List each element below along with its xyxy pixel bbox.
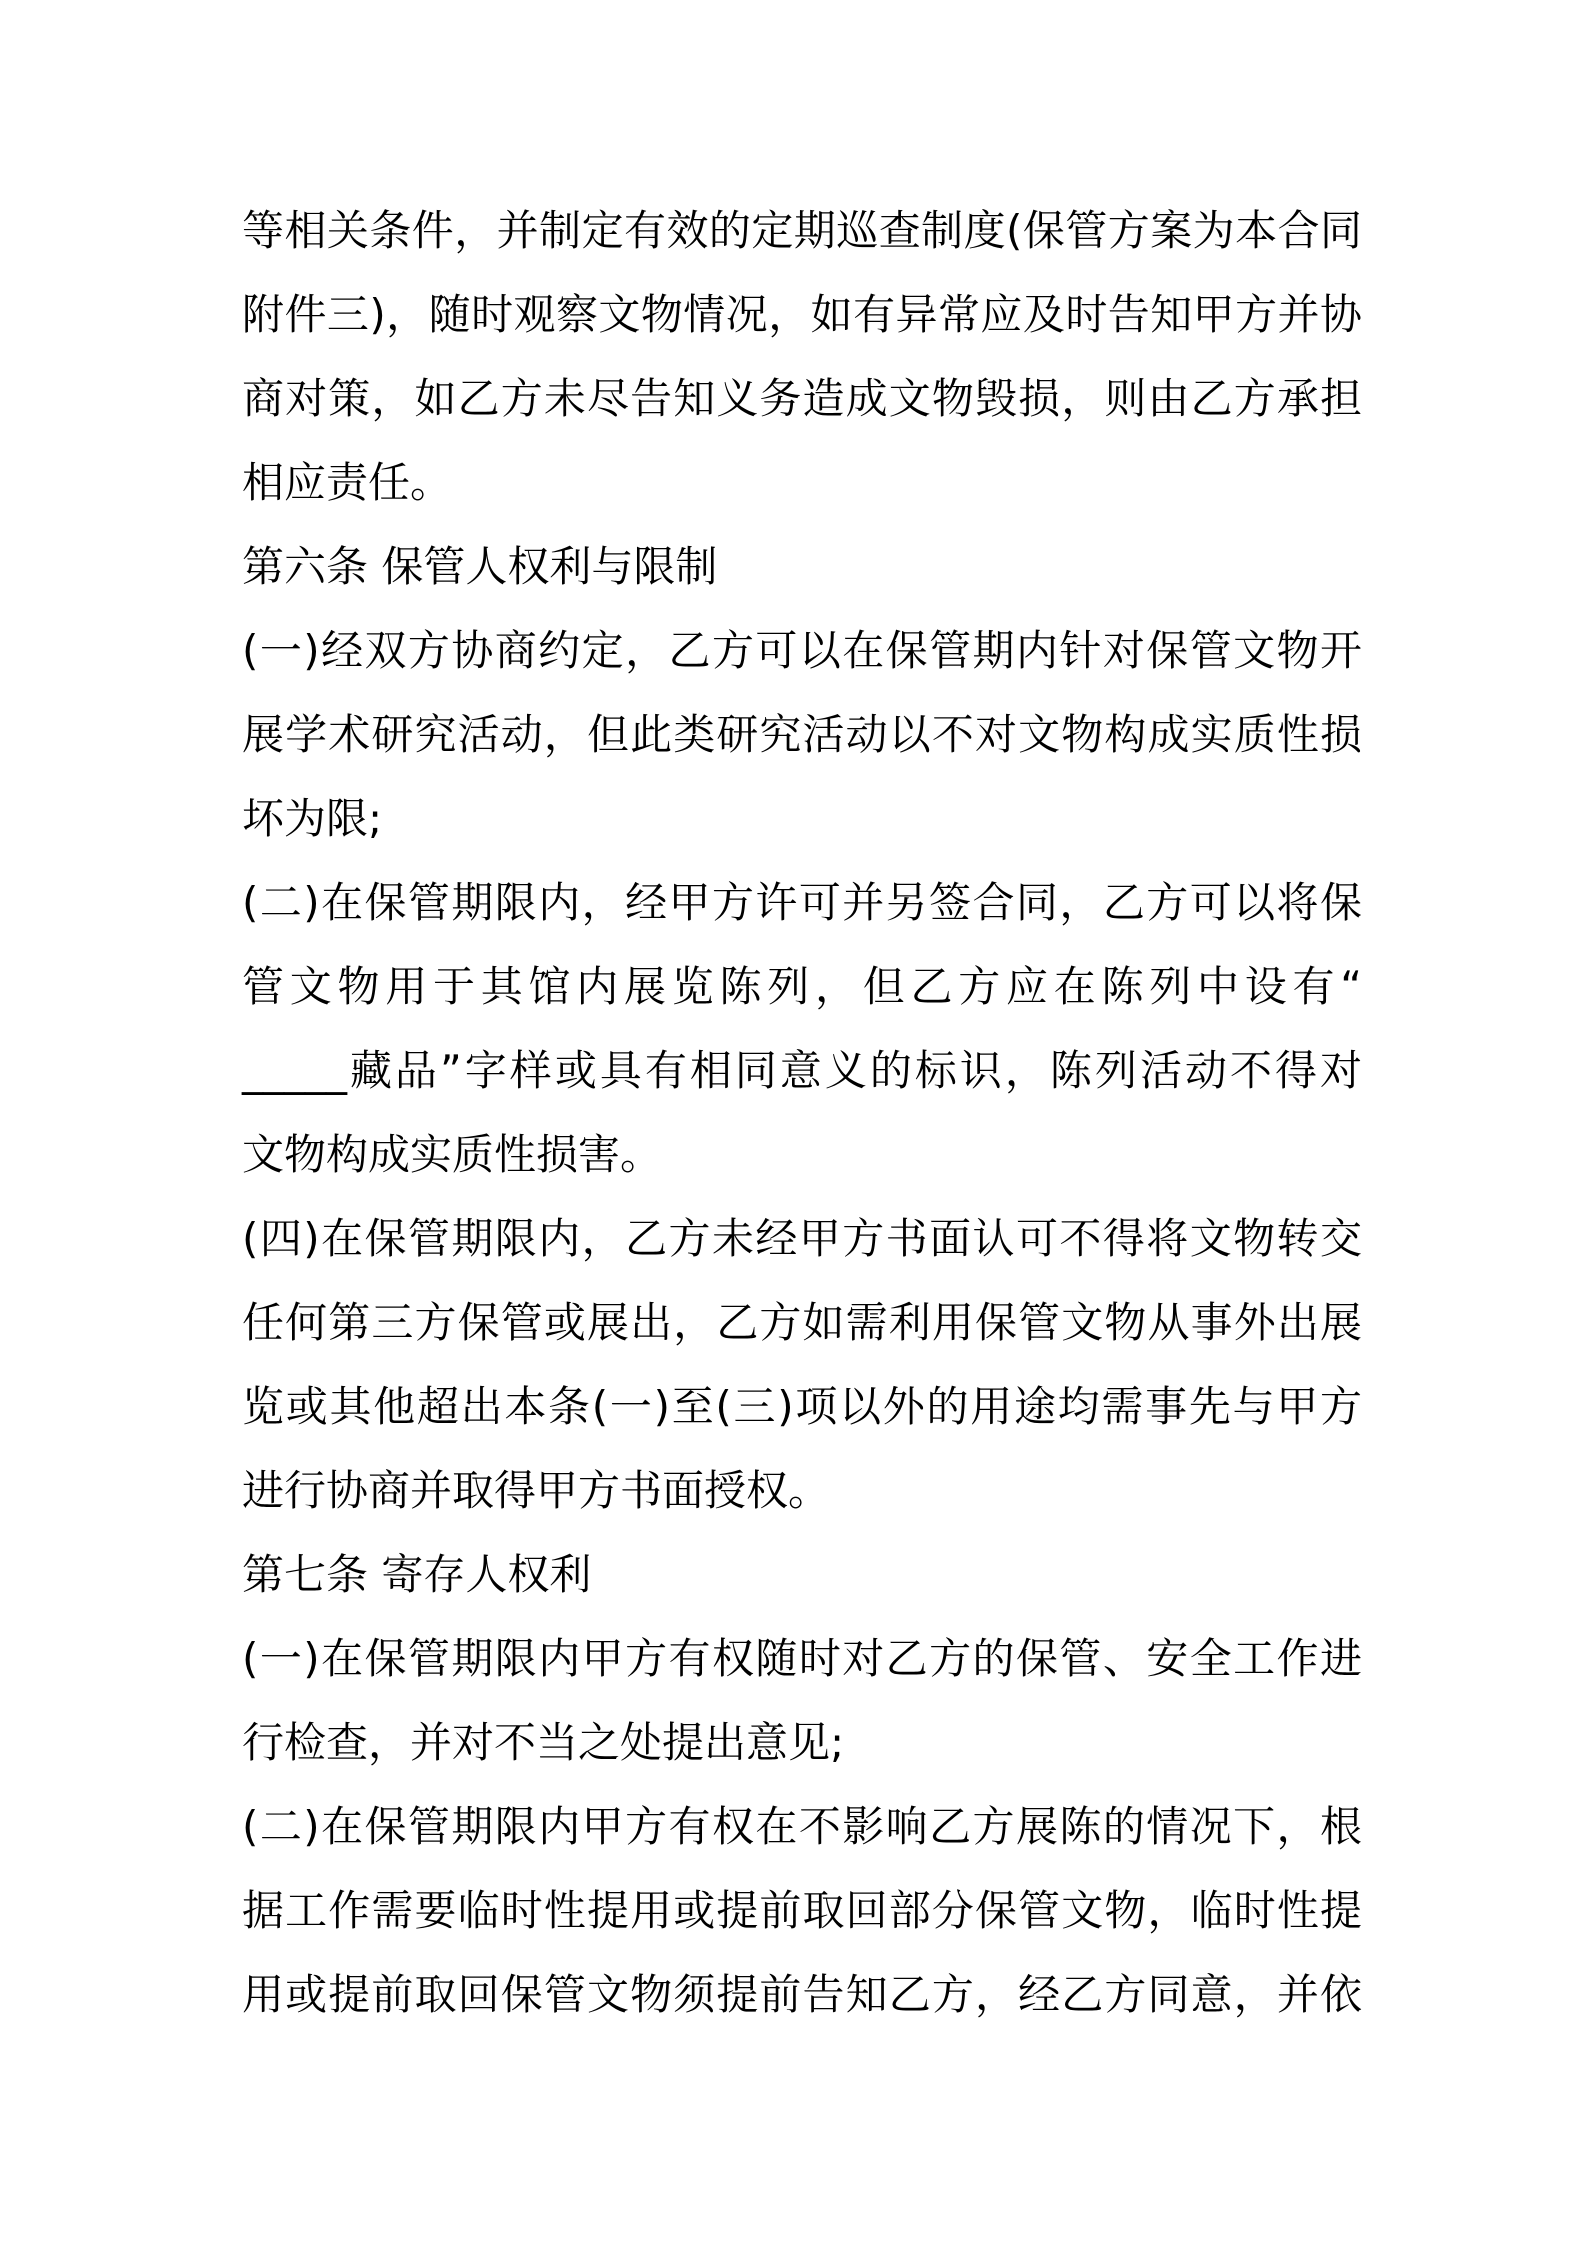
text-line-15: 览或其他超出本条(一)至(三)项以外的用途均需事先与甲方 — [242, 1382, 1362, 1431]
text-line-14: 任何第三方保管或展出，乙方如需利用保管文物从事外出展 — [242, 1298, 1362, 1347]
text-line-13: (四)在保管期限内，乙方未经甲方书面认可不得将文物转交 — [242, 1214, 1362, 1263]
text-line-2: 附件三)，随时观察文物情况，如有异常应及时告知甲方并协 — [242, 290, 1362, 339]
article-6-heading: 第六条 保管人权利与限制 — [242, 542, 718, 591]
text-line-19: 行检查，并对不当之处提出意见; — [242, 1718, 845, 1767]
article-7-heading: 第七条 寄存人权利 — [242, 1550, 592, 1599]
document-body — [242, 189, 1362, 2037]
text-line-6: (一)经双方协商约定，乙方可以在保管期内针对保管文物开 — [242, 626, 1362, 675]
text-line-20: (二)在保管期限内甲方有权在不影响乙方展陈的情况下，根 — [242, 1802, 1362, 1851]
text-line-12: 文物构成实质性损害。 — [242, 1130, 663, 1179]
text-line-3: 商对策，如乙方未尽告知义务造成文物毁损，则由乙方承担 — [242, 374, 1362, 423]
text-line-10: 管文物用于其馆内展览陈列，但乙方应在陈列中设有“ — [242, 962, 1362, 1011]
text-line-21: 据工作需要临时性提用或提前取回部分保管文物，临时性提 — [242, 1886, 1362, 1935]
text-line-22: 用或提前取回保管文物须提前告知乙方，经乙方同意，并依 — [242, 1970, 1362, 2019]
text-line-1: 等相关条件，并制定有效的定期巡查制度(保管方案为本合同 — [242, 206, 1362, 255]
text-line-8: 坏为限; — [242, 794, 383, 843]
text-line-4: 相应责任。 — [242, 458, 453, 507]
text-line-9: (二)在保管期限内，经甲方许可并另签合同，乙方可以将保 — [242, 878, 1362, 927]
text-line-16: 进行协商并取得甲方书面授权。 — [242, 1466, 831, 1515]
text-line-18: (一)在保管期限内甲方有权随时对乙方的保管、安全工作进 — [242, 1634, 1362, 1683]
text-line-7: 展学术研究活动，但此类研究活动以不对文物构成实质性损 — [242, 710, 1362, 759]
text-line-11: _____藏品”字样或具有相同意义的标识，陈列活动不得对 — [242, 1046, 1362, 1095]
